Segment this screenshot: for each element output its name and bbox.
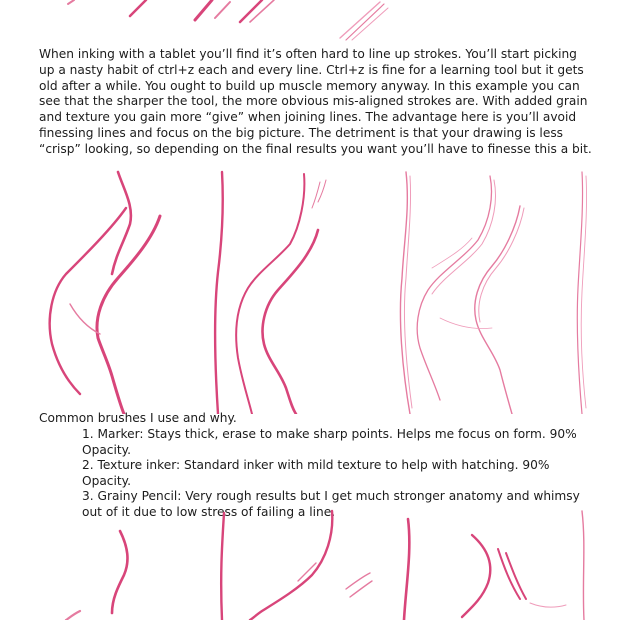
marker-brush-figure	[50, 172, 160, 414]
intro-paragraph: When inking with a tablet you’ll find it’s often hard to line up strokes. You’ll start picking up a nasty habit of ctrl+z each and every line. Ctrl+z is fine for a learning tool but it gets old after a while. You ought to build up muscle memory anyway. In this example you can see that the sharper the tool, the more obvious mis-aligned strokes are. With added grain and texture you gain more “give” when joining lines. The advantage here is you’ll avoid finessing lines and focus on the big picture. The detriment is that your drawing is less “crisp” looking, so depending on the final results you want you’ll have to finesse this a bit.	[39, 47, 592, 156]
figure-stroke-comparison-illustration	[0, 168, 620, 414]
list-item: 3. Grainy Pencil: Very rough results but I get much stronger anatomy and whimsy out of it due to low stress of failing a line.	[82, 489, 580, 519]
grainy-pencil-figure	[400, 172, 586, 414]
hatching-strokes-illustration	[0, 0, 620, 45]
second-figure-comparison-illustration	[0, 505, 620, 620]
brushes-heading: Common brushes I use and why.	[39, 411, 237, 425]
list-item: 2. Texture inker: Standard inker with mild texture to help with hatching. 90% Opacity.	[82, 458, 550, 488]
texture-inker-figure	[215, 172, 326, 414]
list-item: 1. Marker: Stays thick, erase to make sharp points. Helps me focus on form. 90% Opacity.	[82, 427, 577, 457]
